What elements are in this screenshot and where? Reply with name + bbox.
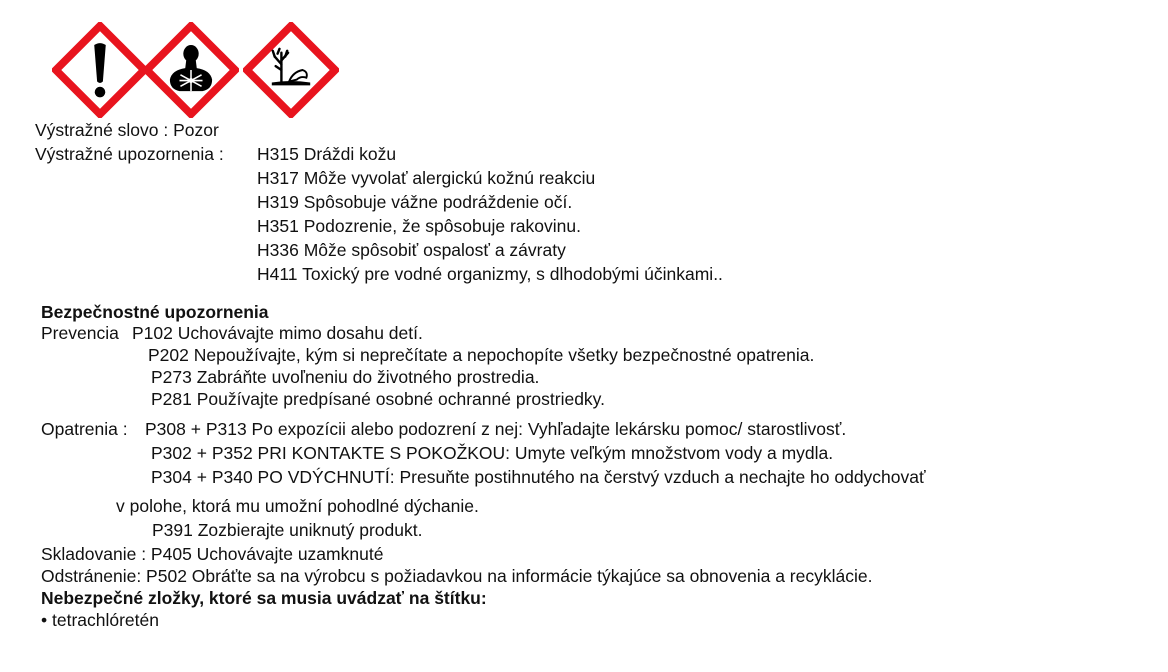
- response-statement: P308 + P313 Po expozícii alebo podozrení z nej: Vyhľadajte lekársku pomoc/ starostlivosť.: [145, 419, 847, 439]
- health-hazard-icon: [143, 22, 239, 118]
- prevention-statement: P202 Nepoužívajte, kým si neprečítate a nepochopíte všetky bezpečnostné opatrenia.: [148, 345, 815, 365]
- hazard-statement: H411 Toxický pre vodné organizmy, s dlhodobými účinkami..: [257, 264, 723, 284]
- hazard-statement: H317 Môže vyvolať alergickú kožnú reakciu: [257, 168, 596, 188]
- prevention-statement: P281 Používajte predpísané osobné ochranné prostriedky.: [151, 389, 606, 409]
- hazard-statement: H315 Dráždi kožu: [257, 144, 397, 164]
- response-statement-continued: v polohe, ktorá mu umožní pohodlné dýchanie.: [116, 496, 479, 516]
- response-statement: P391 Zozbierajte uniknutý produkt.: [152, 520, 423, 540]
- hazard-statement: H351 Podozrenie, že spôsobuje rakovinu.: [257, 216, 581, 236]
- precautionary-heading: Bezpečnostné upozornenia: [41, 302, 269, 322]
- hazard-statement: H319 Spôsobuje vážne podráždenie očí.: [257, 192, 573, 212]
- exclamation-mark-icon: [52, 22, 148, 118]
- storage-statement: Skladovanie : P405 Uchovávajte uzamknuté: [41, 544, 384, 564]
- hazard-statement: H336 Môže spôsobiť ospalosť a závraty: [257, 240, 566, 260]
- disposal-statement: Odstránenie: P502 Obráťte sa na výrobcu s požiadavkou na informácie týkajúce sa obnovenia a recyklácie.: [41, 566, 873, 586]
- hazard-statements-label: Výstražné upozornenia :: [35, 144, 224, 164]
- prevention-statement: P273 Zabráňte uvoľneniu do životného prostredia.: [151, 367, 540, 387]
- response-statement: P302 + P352 PRI KONTAKTE S POKOŽKOU: Umyte veľkým množstvom vody a mydla.: [151, 443, 834, 463]
- response-statement: P304 + P340 PO VDÝCHNUTÍ: Presuňte postihnutého na čerstvý vzduch a nechajte ho oddychovať: [151, 467, 926, 487]
- hazardous-components-heading: Nebezpečné zložky, ktoré sa musia uvádzať na štítku:: [41, 588, 487, 608]
- prevention-label: Prevencia: [41, 323, 119, 343]
- environment-hazard-icon: [243, 22, 339, 118]
- hazardous-component-item: • tetrachlóretén: [41, 610, 159, 630]
- signal-word: Výstražné slovo : Pozor: [35, 120, 219, 140]
- response-label: Opatrenia :: [41, 419, 128, 439]
- prevention-statement: P102 Uchovávajte mimo dosahu detí.: [132, 323, 423, 343]
